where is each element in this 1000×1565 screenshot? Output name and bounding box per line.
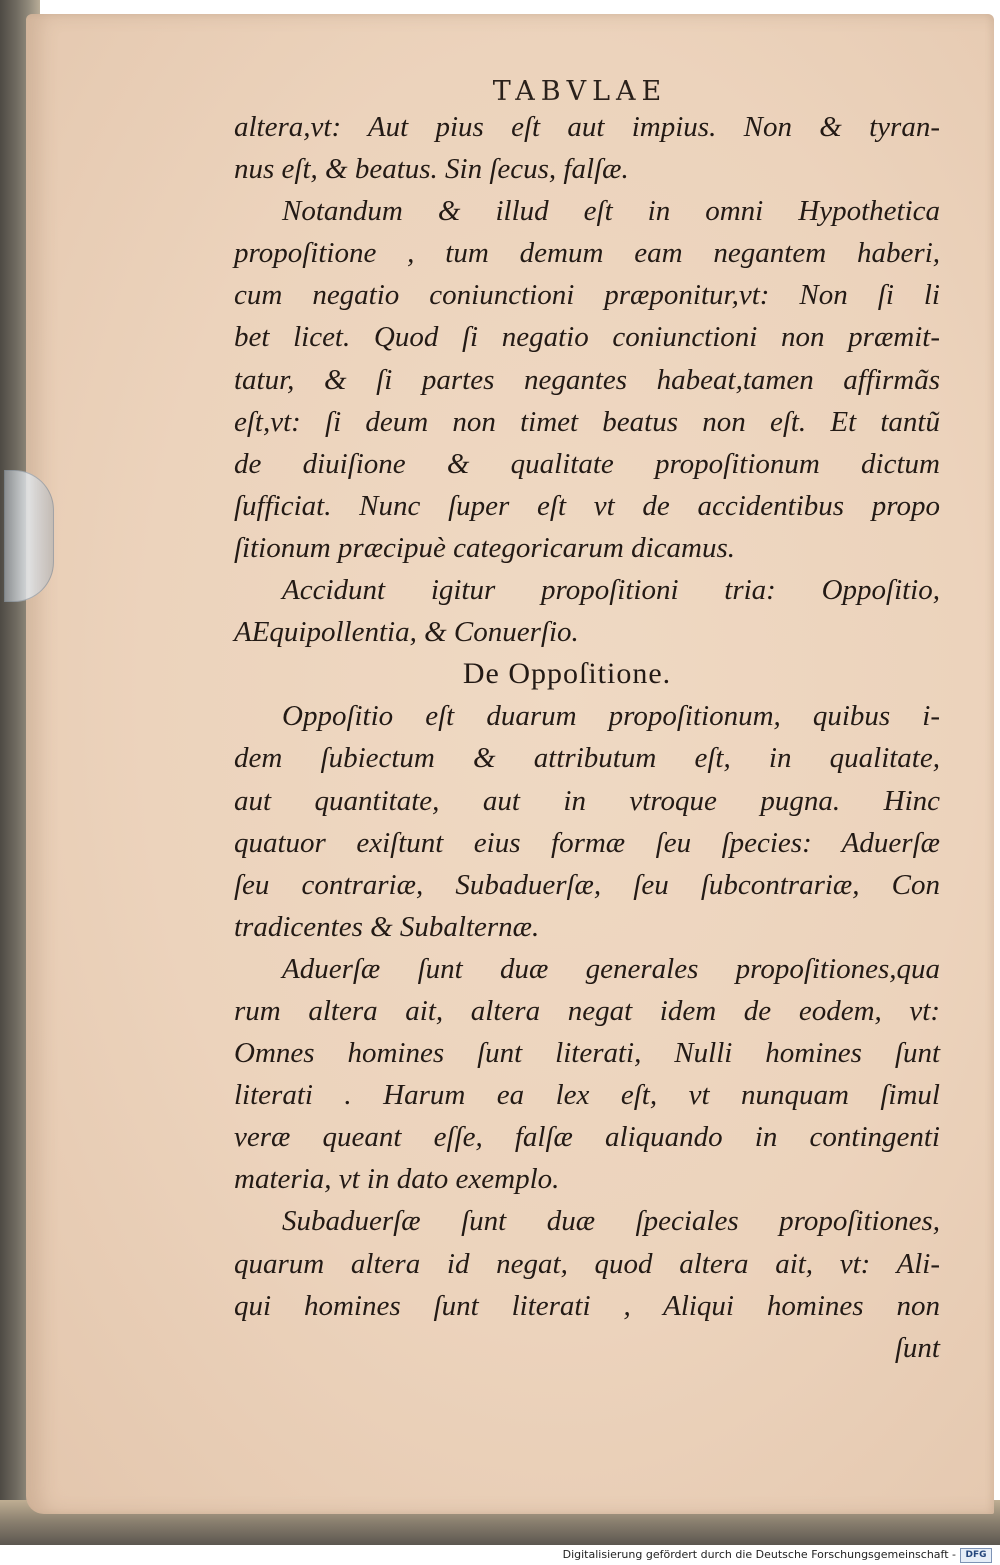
text-line: AEquipollentia, & Conuerſio. — [234, 616, 579, 649]
text-line: Aduerſæ ſunt duæ generales propoſitiones,qua — [282, 952, 940, 985]
text-line: Oppoſitio eſt duarum propoſitionum, quibus i- — [282, 700, 940, 733]
text-line: altera,vt: Aut pius eſt aut impius. Non & tyran- — [234, 111, 940, 143]
text-line: eſt,vt: ſi deum non timet beatus non eſt. Et tantũ — [234, 405, 940, 438]
text-line: rum altera ait, altera negat idem de eodem, vt: — [234, 994, 940, 1027]
text-line: propoſitione , tum demum eam negantem haberi, — [234, 237, 940, 270]
page-clip — [4, 470, 54, 602]
text-line: Omnes homines ſunt literati, Nulli homines ſunt — [234, 1037, 940, 1070]
running-head: TABVLAE — [492, 76, 668, 107]
text-line: aut quantitate, aut in vtroque pugna. Hinc — [234, 784, 940, 817]
text-line: nus eſt, & beatus. Sin ſecus, falſæ. — [234, 153, 629, 186]
text-line: tatur, & ſi partes negantes habeat,tamen affirmãs — [234, 363, 940, 396]
text-line: Subaduerſæ ſunt duæ ſpeciales propoſitiones, — [282, 1205, 940, 1238]
text-line: qui homines ſunt literati , Aliqui homines non — [234, 1289, 940, 1322]
text-line: ſitionum præcipuè categoricarum dicamus. — [234, 531, 736, 564]
text-line: materia, vt in dato exemplo. — [234, 1163, 560, 1196]
text-line: ſeu contrariæ, Subaduerſæ, ſeu ſubcontrariæ, Con — [234, 868, 940, 901]
text-line: dem ſubiectum & attributum eſt, in qualitate, — [234, 742, 940, 775]
section-heading: De Oppoſitione. — [462, 657, 672, 691]
text-line: ſufficiat. Nunc ſuper eſt vt de accidentibus propo — [234, 489, 940, 522]
footer-bar — [0, 1545, 1000, 1565]
text-line: quatuor exiſtunt eius formæ ſeu ſpecies: Aduerſæ — [234, 826, 940, 859]
text-line: cum negatio coniunctioni præponitur,vt: Non ſi li — [234, 279, 940, 312]
text-line: quarum altera id negat, quod altera ait, vt: Ali- — [234, 1247, 940, 1280]
catchword: ſunt — [894, 1331, 940, 1364]
text-line: de diuiſione & qualitate propoſitionum dictum — [234, 447, 940, 480]
dfg-logo: DFG — [960, 1548, 992, 1563]
text-line: literati . Harum ea lex eſt, vt nunquam ſimul — [234, 1079, 940, 1112]
text-line: Accidunt igitur propoſitioni tria: Oppoſitio, — [282, 574, 940, 607]
text-line: bet licet. Quod ſi negatio coniunctioni non præmit- — [234, 321, 940, 354]
page-text-block — [234, 106, 940, 1369]
text-line: veræ queant eſſe, falſæ aliquando in contingenti — [234, 1121, 940, 1154]
text-line: tradicentes & Subalternæ. — [234, 910, 540, 943]
footer-credit: Digitalisierung gefördert durch die Deutsche Forschungsgemeinschaft - — [562, 1548, 956, 1561]
text-line: Notandum & illud eſt in omni Hypothetica — [282, 195, 940, 228]
